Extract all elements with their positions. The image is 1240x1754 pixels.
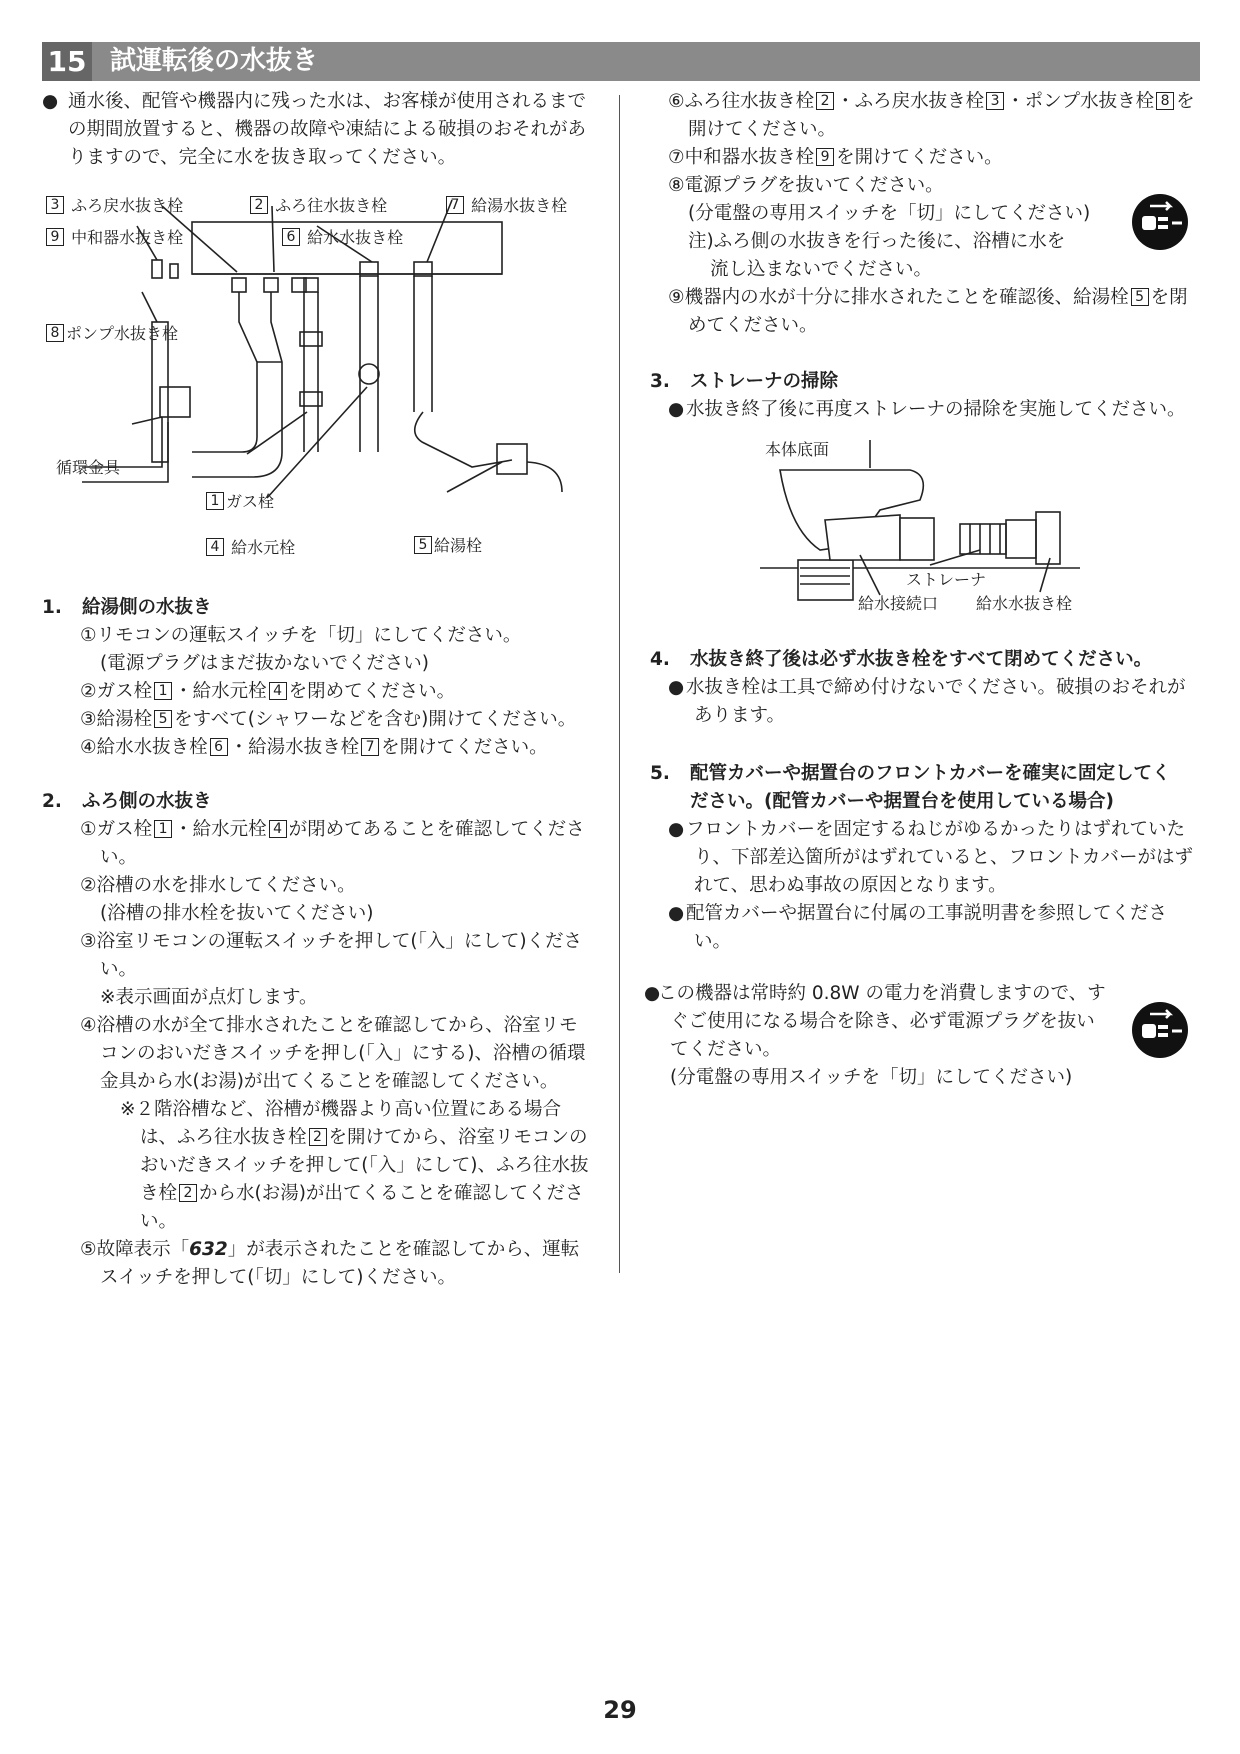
label-motosen: 4 給水元栓 [204, 538, 295, 558]
label-kyuto-drain: 7 給湯水抜き栓 [444, 196, 567, 216]
section-header [42, 42, 1200, 81]
section-2-heading: 2. ふろ側の水抜き [42, 791, 212, 812]
label-strainer: ストレーナ [906, 570, 987, 589]
section-2-continued: ⑥ふろ往水抜き栓 2 ・ふろ戻水抜き栓 3 ・ポンプ水抜き栓 8 を開けてください。 ⑦中和器水抜き栓 9 を開けてください。 ⑧電源プラグを抜いてください。 (分電盤の専用スイッチを「切」にしてください) 注)ふろ側の水抜きを行った後に、浴槽に水を 流し込まないでください。 ⑨機器内の水が十分に排水されたことを確認後、給湯栓 5 を閉めてください。 [668, 91, 1195, 336]
drain-diagram [42, 192, 602, 582]
section-5: 5. 配管カバーや据置台のフロントカバーを確実に固定してく ださい。(配管カバーや据置台を使用している場合) ●フロントカバーを固定するねじがゆるかったりはずれていたり、下部差込箇所がはずれていると、フロントカバーがはずれて、思わぬ事故の原因となります。 ●配管カバーや据置台に付属の工事説明書を参照してください。 [650, 760, 1200, 956]
label-furo-yuki: 2 ふろ往水抜き栓 [248, 196, 387, 216]
strainer-diagram [760, 440, 1100, 620]
label-bottom: 本体底面 [765, 440, 830, 459]
section-1-heading: 1. 給湯側の水抜き [42, 597, 212, 618]
label-furo-modori: 3 ふろ戻水抜き栓 [44, 196, 183, 216]
unplug-icon [1130, 192, 1190, 252]
label-gas: 1 ガス栓 [204, 492, 274, 512]
label-kyusui-drain: 6 給水水抜き栓 [280, 228, 403, 248]
section-3-heading: 3. ストレーナの掃除 [650, 371, 839, 392]
section-number: 15 [42, 42, 92, 81]
label-chuwaki: 9 中和器水抜き栓 [44, 228, 183, 248]
label-junkan: 循環金具 [56, 458, 121, 477]
intro-block: ● 通水後、配管や機器内に残った水は、お客様が使用されるまでの期間放置すると、機器の故障や凍結による破損のおそれがありますので、完全に水を抜き取ってください。 [42, 91, 587, 168]
section-4-heading: 4. 水抜き終了後は必ず水抜き栓をすべて閉めてください。 [650, 649, 1153, 670]
standby-note: ●この機器は常時約 0.8W の電力を消費しますので、すぐご使用になる場合を除き、必ず電源プラグを抜いてください。 (分電盤の専用スイッチを「切」にしてください) [644, 983, 1106, 1088]
section-5-heading: 5. 配管カバーや据置台のフロントカバーを確実に固定してく [650, 763, 1171, 784]
label-pump: 8 ポンプ水抜き栓 [44, 324, 178, 344]
label-setsuzoku: 給水接続口 [858, 594, 939, 613]
unplug-icon-2 [1130, 1000, 1190, 1060]
column-divider [619, 95, 620, 1273]
page-number: 29 [603, 1696, 637, 1724]
intro-text: 通水後、配管や機器内に残った水は、お客様が使用されるまでの期間放置すると、機器の故障や凍結による破損のおそれがありますので、完全に水を抜き取ってください。 [68, 91, 587, 168]
section-3: 3. ストレーナの掃除 ●水抜き終了後に再度ストレーナの掃除を実施してください。 [650, 368, 1200, 424]
section-2: 2. ふろ側の水抜き ①ガス栓 1 ・給水元栓 4 が閉めてあることを確認してください。 ②浴槽の水を排水してください。 (浴槽の排水栓を抜いてください) ③浴室リモコンの運転スイッチを押して(「入」にして)ください。 ※表示画面が点灯します。 ④浴槽の水が全て排水されたことを確認してから、浴室リモコンのおいだきスイッチを押し(「入」にする)、浴槽の循環金具から水(お湯)が出てくることを確認してください。 ※２階浴槽など、浴槽が機器より高い位置にある場合は、ふろ往水抜き栓 2 を開けてから、浴室リモコンのおいだきスイッチを押して(「入」にして)、ふろ往水抜き栓 2 から水(お湯)が出てくることを確認してください。 ⑤故障表示「632」が表示されたことを確認してから、運転スイッチを押して(「切」にして)ください。 [42, 788, 590, 1292]
label-nukisen: 給水水抜き栓 [976, 594, 1073, 613]
section-title: 試運転後の水抜き [110, 46, 319, 76]
label-kyutosen: 5 給湯栓 [412, 536, 482, 556]
section-1: 1. 給湯側の水抜き ①リモコンの運転スイッチを「切」にしてください。 (電源プラグはまだ抜かないでください) ②ガス栓 1 ・給水元栓 4 を閉めてください。 ③給湯栓 5 をすべて(シャワーなどを含む)開けてください。 ④給水水抜き栓 6 ・給湯水抜き栓 7 を開けてください。 [42, 594, 590, 762]
section-4: 4. 水抜き終了後は必ず水抜き栓をすべて閉めてください。 ●水抜き栓は工具で締め付けないでください。破損のおそれがあります。 [650, 646, 1200, 730]
